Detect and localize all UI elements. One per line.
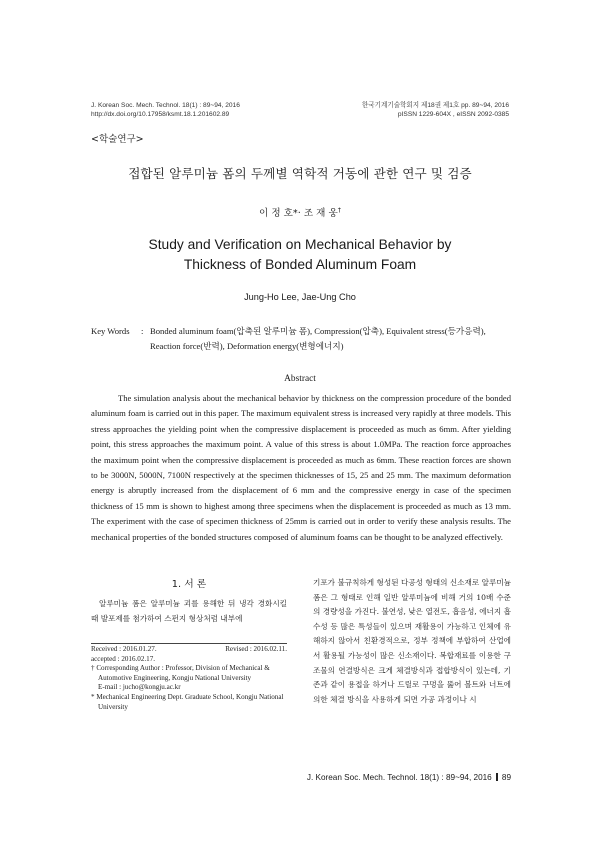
corresponding-author: † Corresponding Author : Professor, Division of Mechanical & Automotive Engineering, Kongju National University bbox=[91, 664, 270, 682]
title-english-line1: Study and Verification on Mechanical Behavior by bbox=[148, 237, 452, 252]
journal-citation-korean: 한국기계기술학회지 제18권 제1호 pp. 89~94, 2016 bbox=[361, 102, 509, 109]
authors-english: Jung-Ho Lee, Jae-Ung Cho bbox=[244, 292, 356, 302]
page-footer bbox=[300, 773, 511, 782]
page-number: 89 bbox=[501, 773, 511, 782]
issn-line: pISSN 1229-604X , eISSN 2092-0385 bbox=[397, 111, 509, 118]
journal-header-right bbox=[300, 101, 509, 119]
footnotes bbox=[91, 645, 287, 712]
authors-korean bbox=[60, 205, 540, 219]
section-1-left-column: 알루미늄 폼은 알루미늄 괴를 용해한 뒤 냉각 경화시킬 때 발포제를 첨가하여 스펀지 형상처럼 내부에 bbox=[91, 599, 287, 623]
keywords-colon: : bbox=[141, 326, 144, 336]
title-english-line2: Thickness of Bonded Aluminum Foam bbox=[183, 257, 417, 272]
footer-citation: J. Korean Soc. Mech. Technol. 18(1) : 89~94, 2016 bbox=[306, 773, 492, 782]
footnote-divider bbox=[91, 643, 287, 644]
section-1-right-column: 기포가 불규칙하게 형성된 다공성 형태의 신소재로 알루미늄 폼은 그 형태로 인해 일반 알루미늄에 비해 거의 10배 수준의 경량성을 가진다. 불연성, 낮은 열전도, 흡음성, 에너지 흡수성 등 많은 특성들이 있으며 재활용이 가능하고 인체에 유해하지 않아서 친환경적으로, 정부 정책에 부합하여 산업에서 활용될 가능성이 많은 신소재이다. 복합재료를 이용한 구조물의 연결방식은 크게 체결방식과 접합방식이 있는데, 기존과 같이 용접을 하거나 드릴로 구멍을 뚫어 볼트와 너트에 의한 체결 방식을 사용하게 되면 가공 과정이나 시 bbox=[313, 578, 511, 704]
title-english bbox=[90, 235, 510, 275]
received-revised-row bbox=[91, 645, 287, 655]
co-author-affiliation: * Mechanical Engineering Dept. Graduate School, Kongju National University bbox=[91, 692, 284, 711]
keywords-label: Key Words bbox=[91, 326, 130, 336]
article-category: <학술연구> bbox=[91, 134, 144, 145]
authors-korean-names: 이 정 호*· 조 재 웅 bbox=[259, 208, 338, 219]
keywords-text: Bonded aluminum foam(압축된 알루미늄 폼), Compression(압축), Equivalent stress(등가응력), Reaction force(반력), Deformation energy(변형에너지) bbox=[150, 326, 486, 351]
revised-date: Revised : 2016.02.11. bbox=[225, 645, 287, 653]
abstract-heading: Abstract bbox=[284, 374, 316, 384]
footer-separator bbox=[496, 773, 498, 781]
section-1-heading: 1. 서 론 bbox=[171, 579, 207, 590]
corresponding-mark: † bbox=[337, 205, 341, 214]
journal-citation: J. Korean Soc. Mech. Technol. 18(1) : 89~94, 2016 bbox=[91, 102, 240, 109]
keywords-block bbox=[91, 324, 511, 354]
abstract-text: The simulation analysis about the mechanical behavior by thickness on the compression procedure of the bonded aluminum foam is carried out in this paper. The maximum equivalent stress is increased very rapidly at three models. This stress approaches the yielding point when the compressive displacement is proceeded as much as 6mm. After yielding point, this stress approaches the maximum point. A value of this stress is about 1.0MPa. The reaction force approaches the maximum point when the compressive displacement is proceeded as much as 6mm. These reaction forces are shown to be 3000N, 5000N, 7100N respectively at the specimen thicknesses of 15, 25 and 25 mm. The maximum deformation energy is abruptly increased from the displacement of 6 mm and the compressive energy in case of the specimen thickness of 15 mm is shown to highest among three specimens when the displacement is proceeded as much as 13 mm. The experiment with the case of specimen thickness of 25mm is carried out in order to verify these analysis results. The mechanical properties of the bonded structures composed of aluminum foams can be thought to be analyzed effectively. bbox=[91, 393, 511, 542]
author-email[interactable]: E-mail : jucho@kongju.ac.kr bbox=[98, 683, 181, 692]
accepted-date: accepted : 2016.02.17. bbox=[91, 654, 156, 663]
journal-header-left bbox=[91, 101, 331, 119]
doi-link[interactable]: http://dx.doi.org/10.17958/ksmt.18.1.201602.89 bbox=[91, 111, 230, 118]
received-date: Received : 2016.01.27. bbox=[91, 645, 157, 653]
title-korean: 접합된 알루미늄 폼의 두께별 역학적 거동에 관한 연구 및 검증 bbox=[128, 166, 472, 181]
